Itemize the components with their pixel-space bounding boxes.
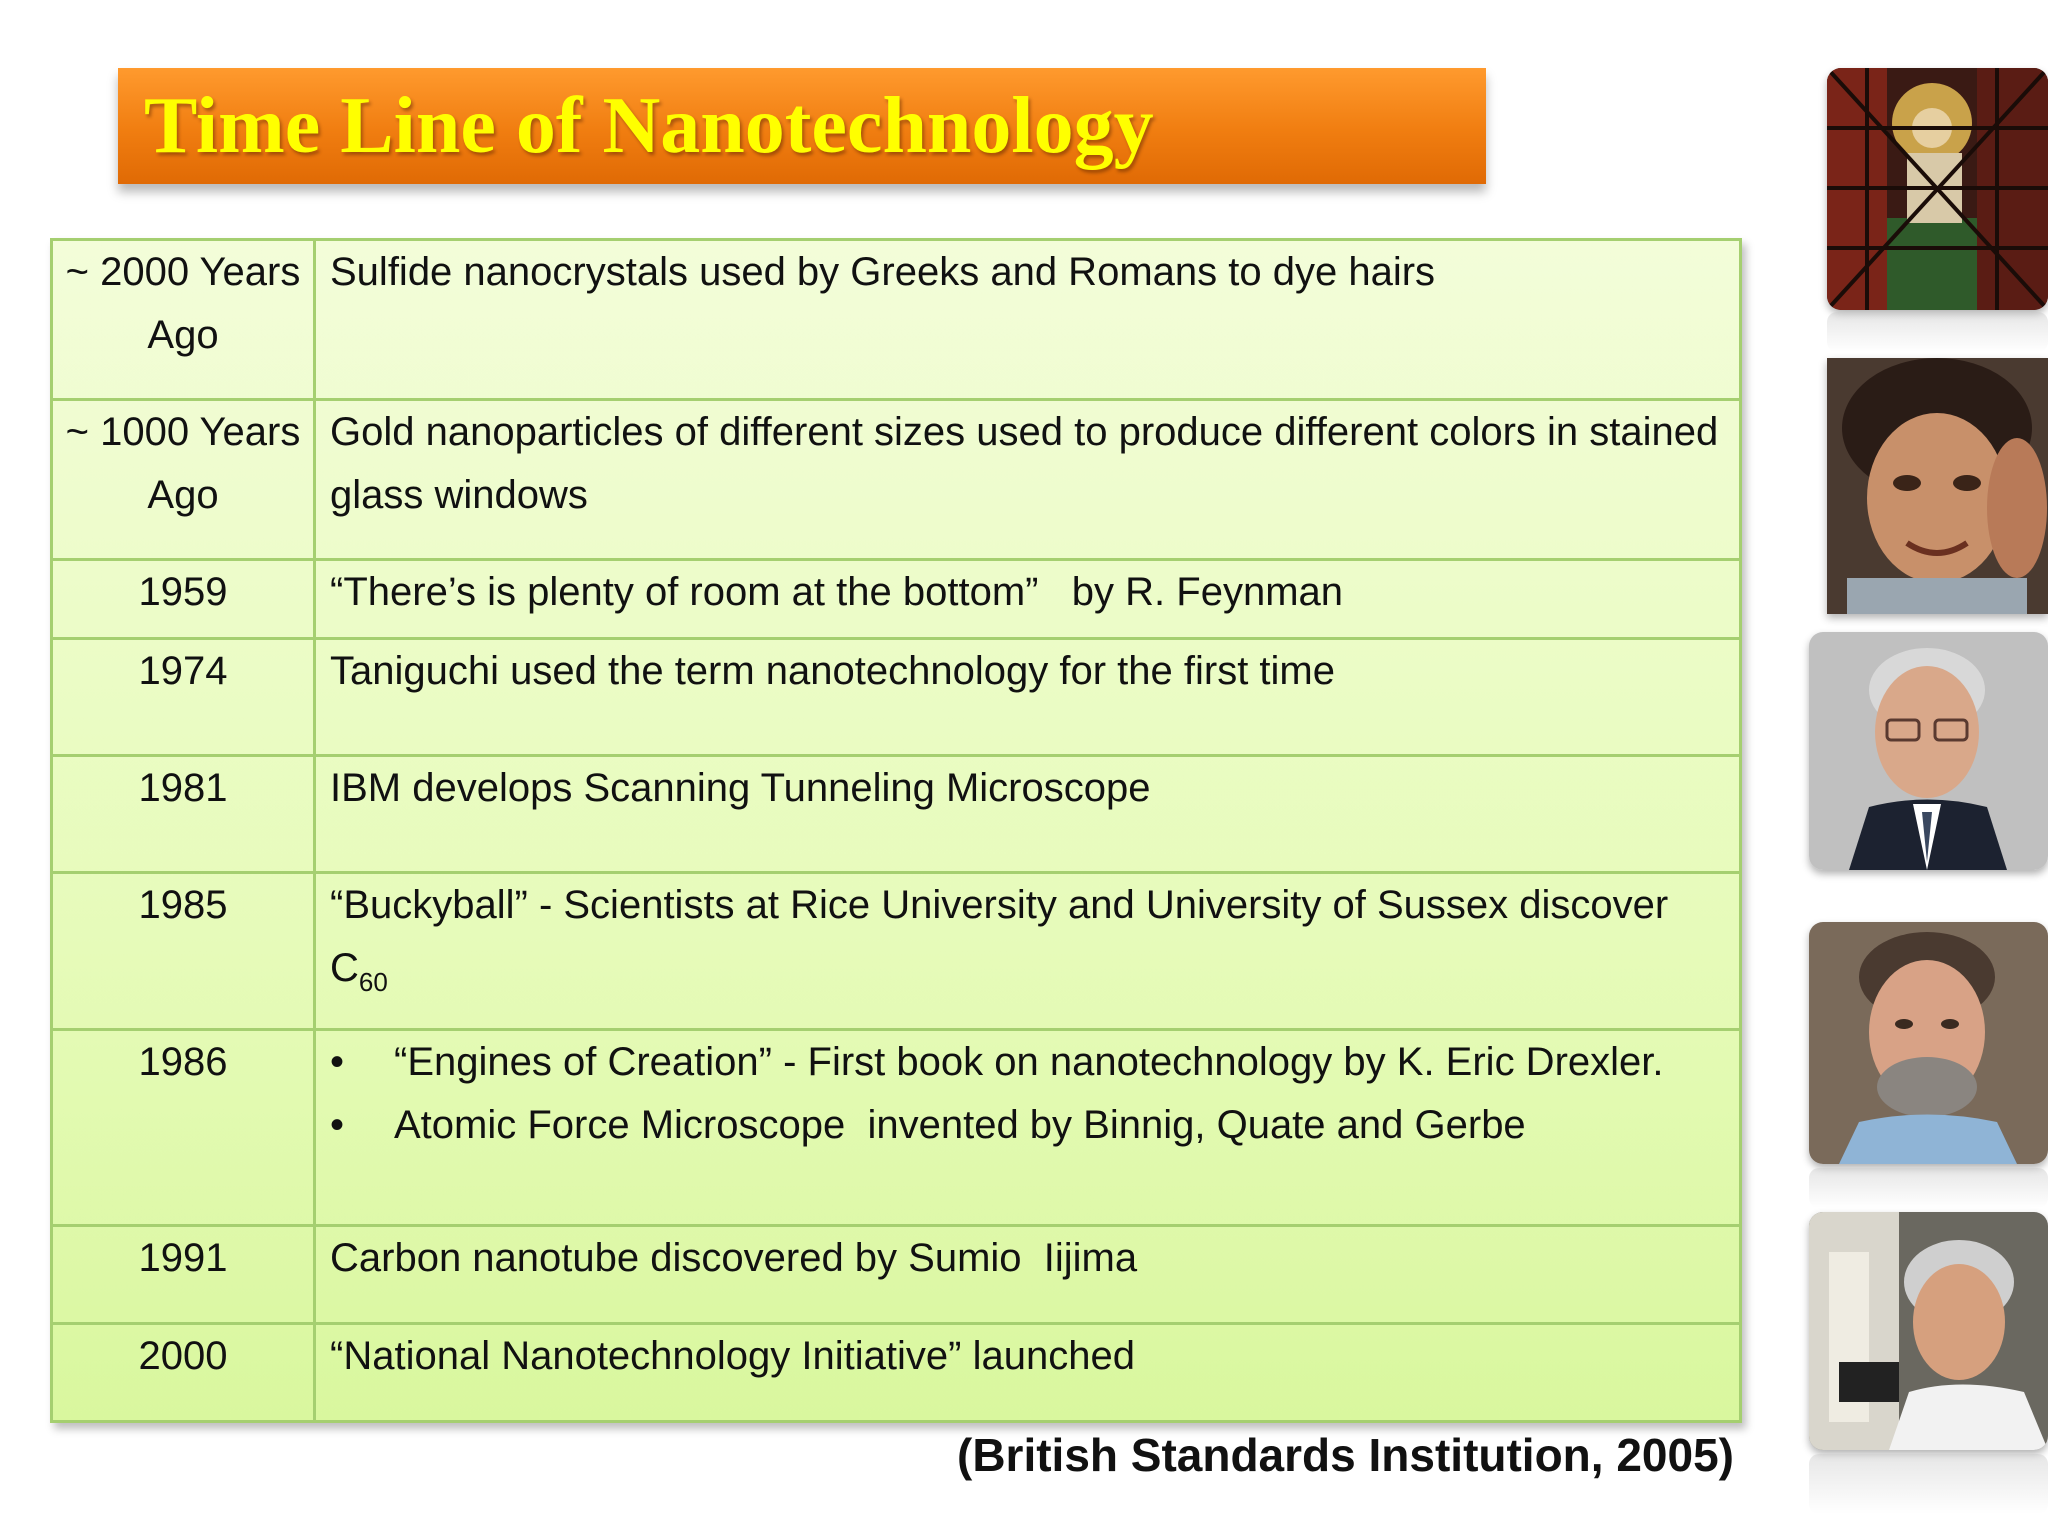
list-item (330, 1031, 1735, 1094)
table-row (52, 639, 1741, 756)
stained-glass-image (1827, 68, 2048, 310)
iijima-photo (1809, 1212, 2048, 1450)
event-cell: Carbon nanotube discovered by Sumio Iijima (315, 1226, 1741, 1324)
year-cell: 1985 (52, 873, 315, 1030)
table-row (52, 873, 1741, 1030)
event-cell: “National Nanotechnology Initiative” launched (315, 1324, 1741, 1422)
year-cell: 2000 (52, 1324, 315, 1422)
drexler-photo (1809, 922, 2048, 1164)
event-cell: Taniguchi used the term nanotechnology for the first time (315, 639, 1741, 756)
event-cell (315, 873, 1741, 1030)
table-row (52, 560, 1741, 639)
event-cell: IBM develops Scanning Tunneling Microscope (315, 756, 1741, 873)
slide-title: Time Line of Nanotechnology (144, 81, 1154, 170)
year-cell: 1974 (52, 639, 315, 756)
event-cell (315, 1030, 1741, 1226)
event-cell: Gold nanoparticles of different sizes used to produce different colors in stained glass windows (315, 400, 1741, 560)
bullet-icon: • (330, 1040, 345, 1084)
timeline-table (50, 238, 1742, 1423)
stained-glass-graphic (1827, 68, 2048, 310)
bullet-list (330, 1031, 1735, 1157)
person-portrait-graphic (1809, 632, 2048, 870)
person-portrait-graphic (1809, 922, 2048, 1164)
year-cell: ~ 2000 Years Ago (52, 240, 315, 400)
table-row (52, 400, 1741, 560)
formula-subscript: 60 (358, 967, 388, 997)
person-portrait-graphic (1809, 1212, 2048, 1450)
iijima-reflection (1809, 1454, 2048, 1514)
list-item-text: “Engines of Creation” - First book on nanotechnology by K. Eric Drexler. (394, 1040, 1664, 1084)
table-row (52, 1324, 1741, 1422)
event-text: “Buckyball” - Scientists at Rice University and University of Sussex discover (330, 883, 1669, 927)
feynman-photo (1827, 358, 2048, 614)
table-row (52, 1226, 1741, 1324)
event-cell: “There’s is plenty of room at the bottom” by R. Feynman (315, 560, 1741, 639)
table-row (52, 240, 1741, 400)
source-citation: (British Standards Institution, 2005) (957, 1429, 1734, 1481)
event-cell: Sulfide nanocrystals used by Greeks and Romans to dye hairs (315, 240, 1741, 400)
table-row (52, 1030, 1741, 1226)
drexler-reflection (1809, 1168, 2048, 1208)
formula-symbol: C (330, 946, 359, 990)
bullet-icon: • (330, 1103, 345, 1147)
taniguchi-photo (1809, 632, 2048, 870)
stained-glass-reflection (1827, 312, 2048, 352)
c60-formula (330, 946, 388, 997)
year-cell: 1981 (52, 756, 315, 873)
title-banner (118, 68, 1486, 184)
person-portrait-graphic (1827, 358, 2048, 614)
table-row (52, 756, 1741, 873)
list-item (330, 1094, 1735, 1157)
year-cell: 1991 (52, 1226, 315, 1324)
year-cell: 1986 (52, 1030, 315, 1226)
year-cell: 1959 (52, 560, 315, 639)
year-cell: ~ 1000 Years Ago (52, 400, 315, 560)
list-item-text: Atomic Force Microscope invented by Binnig, Quate and Gerbe (394, 1103, 1526, 1147)
